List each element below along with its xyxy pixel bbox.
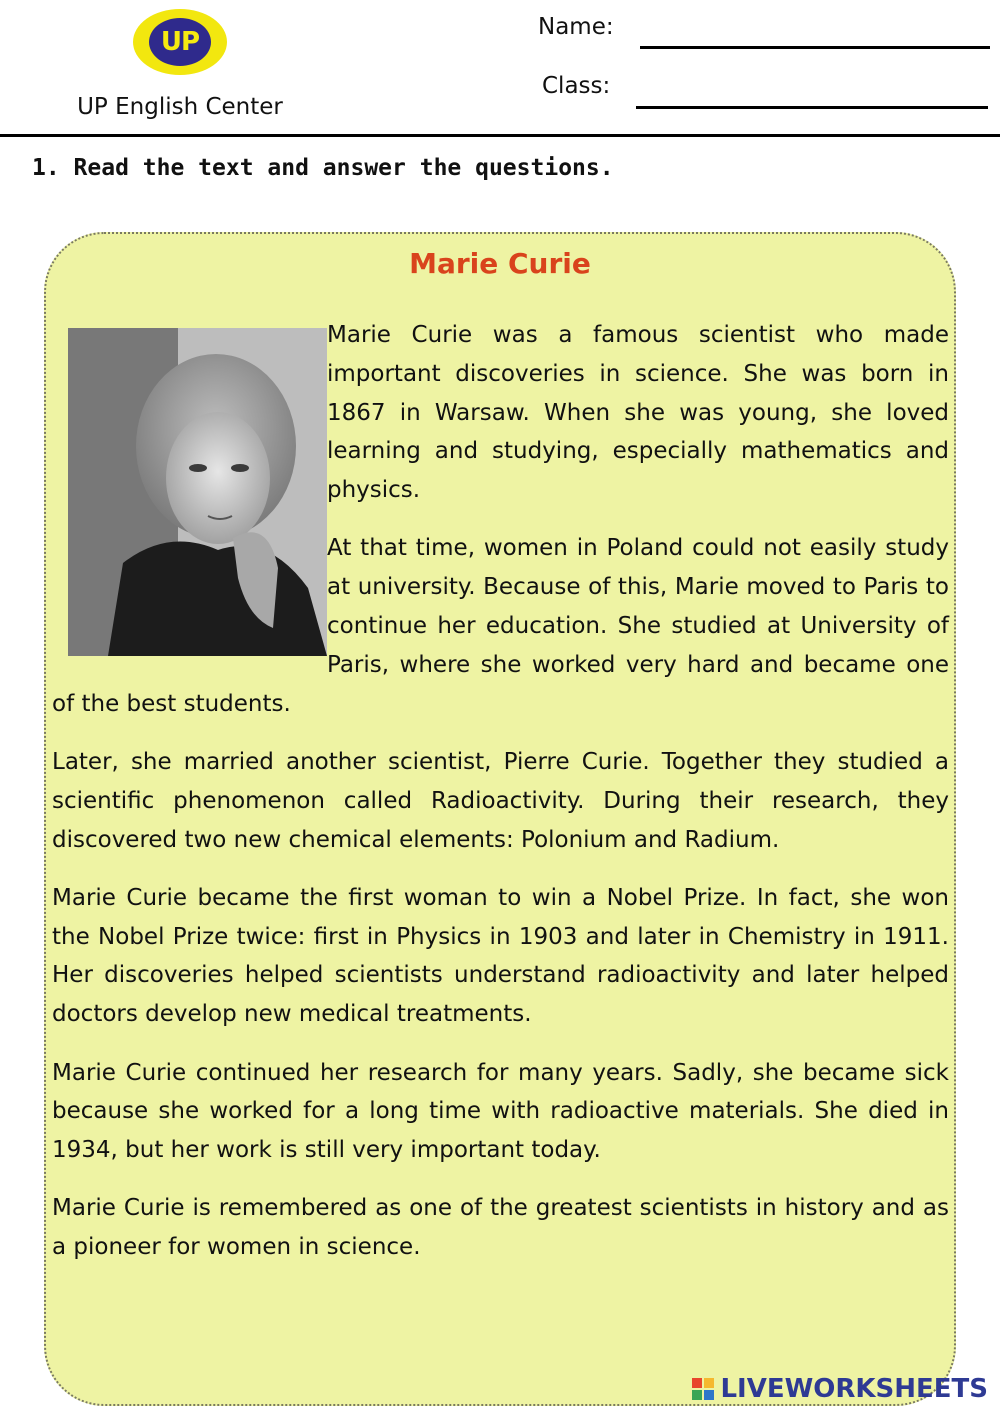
article-body (52, 316, 949, 1287)
liveworksheets-logo-icon (692, 1378, 714, 1400)
paragraph: Marie Curie continued her research for many years. Sadly, she became sick because she worked for a long time with radioactive materials. She died in 1934, but her work is still very important today. (52, 1059, 949, 1164)
photo-spacer (52, 316, 327, 672)
center-name: UP English Center (77, 94, 283, 120)
article-title: Marie Curie (409, 247, 591, 280)
class-label: Class: (542, 73, 611, 99)
header-divider (0, 134, 1000, 137)
paragraph: Marie Curie was a famous scientist who made important discoveries in science. She was born in 1867 in Warsaw. When she was young, she loved learning and studying, especially mathematics and physics. (327, 322, 949, 504)
class-field[interactable] (636, 106, 988, 109)
logo-text: UP (149, 18, 211, 66)
paragraph: At that time, women in Poland could not easily study at university. Because of this, Marie moved to Paris to continue her education. She studied at University of Paris, where she worked very hard and became one of the best students. (52, 535, 949, 717)
paragraph: Marie Curie is remembered as one of the greatest scientists in history and as a pioneer for women in science. (52, 1195, 949, 1261)
paragraph: Marie Curie became the first woman to win a Nobel Prize. In fact, she won the Nobel Prize twice: first in Physics in 1903 and later in Chemistry in 1911. Her discoveries helped scientists understand radioactivity and later helped doctors develop new medical treatments. (52, 884, 949, 1028)
name-label: Name: (538, 14, 614, 40)
name-field[interactable] (640, 46, 990, 49)
liveworksheets-watermark[interactable]: LIVEWORKSHEETS (720, 1374, 988, 1404)
paragraph: Later, she married another scientist, Pierre Curie. Together they studied a scientific phenomenon called Radioactivity. During their research, they discovered two new chemical elements: Polonium and Radium. (52, 748, 949, 853)
instruction-heading: 1. Read the text and answer the questions. (32, 155, 614, 181)
up-logo (133, 9, 227, 75)
